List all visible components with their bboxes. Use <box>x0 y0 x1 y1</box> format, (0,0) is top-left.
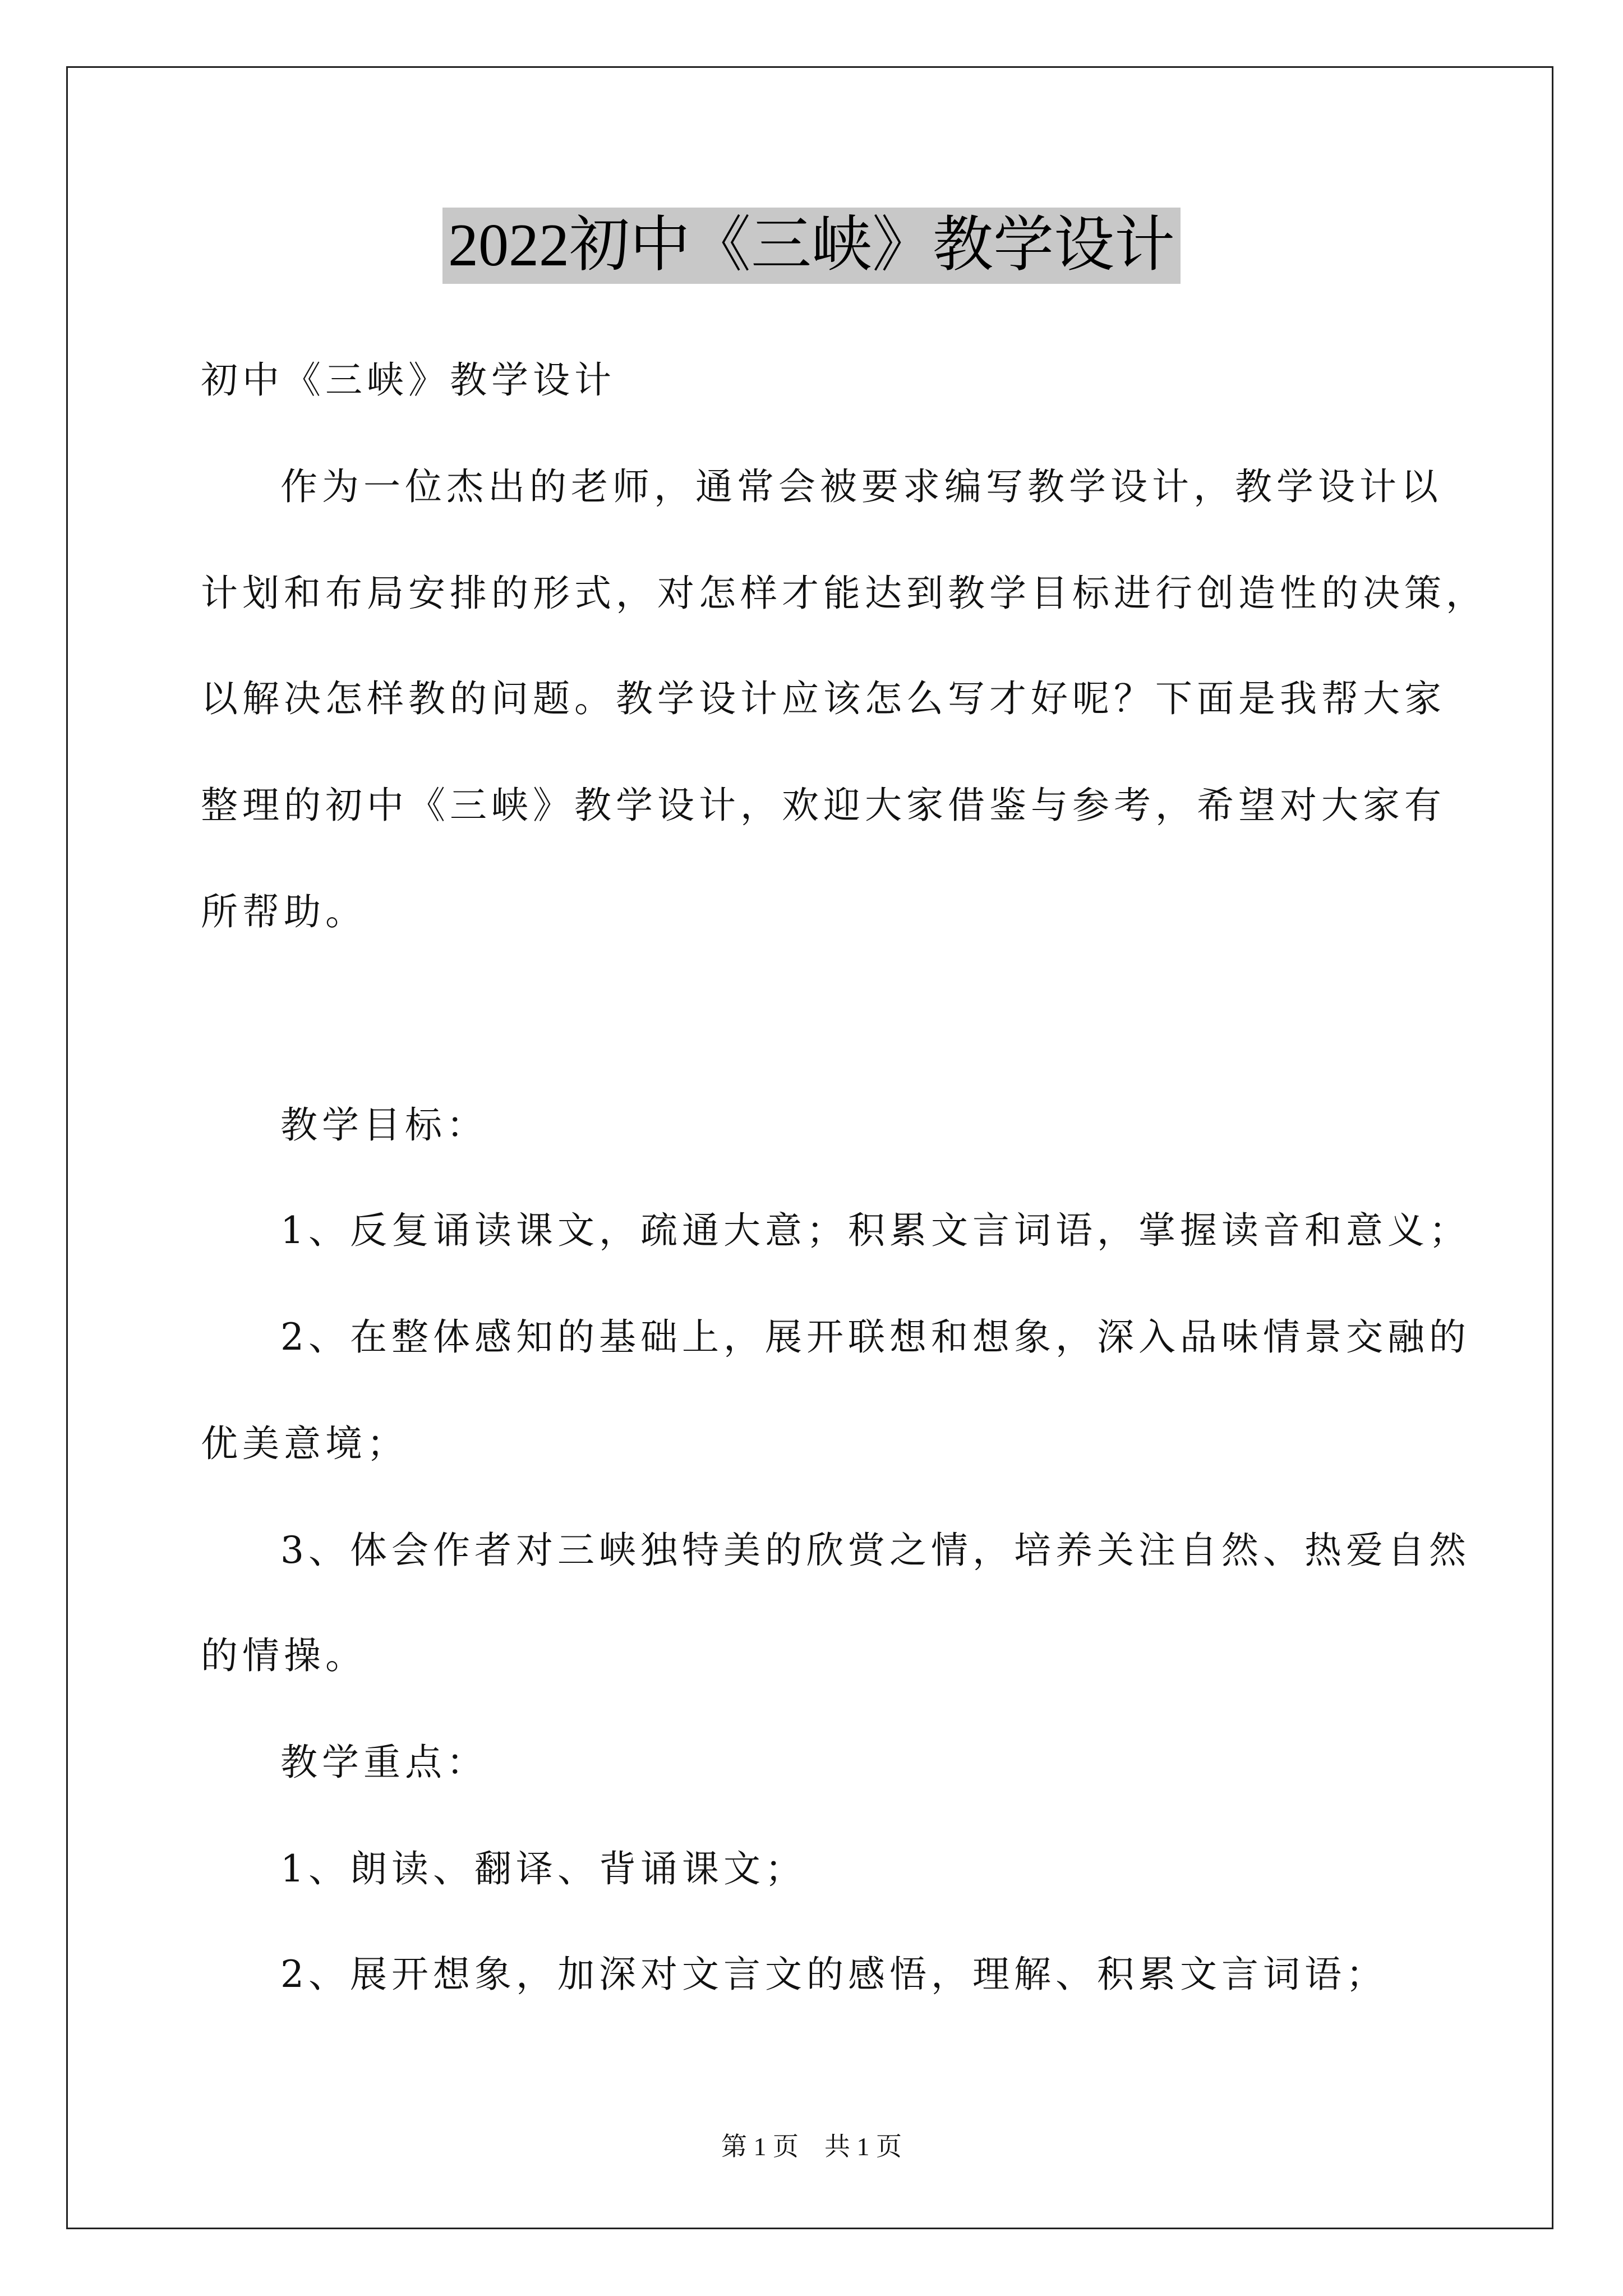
goal-item-3-cont: 的情操。 <box>201 1634 367 1677</box>
intro-line-3: 以解决怎样教的问题。教学设计应该怎么写才好呢？下面是我帮大家 <box>201 677 1446 720</box>
intro-line-2: 计划和布局安排的形式，对怎样才能达到教学目标进行创造性的决策， <box>201 572 1487 615</box>
document-subtitle: 初中《三峡》教学设计 <box>201 358 616 402</box>
goal-item-2-cont: 优美意境； <box>201 1422 408 1465</box>
intro-line-5: 所帮助。 <box>201 890 367 933</box>
intro-line-1: 作为一位杰出的老师，通常会被要求编写教学设计，教学设计以 <box>280 465 1442 508</box>
intro-line-4: 整理的初中《三峡》教学设计，欢迎大家借鉴与参考，希望对大家有 <box>201 784 1446 827</box>
focus-heading: 教学重点： <box>280 1741 488 1784</box>
focus-item-2: 2、展开想象，加深对文言文的感悟，理解、积累文言词语； <box>280 1953 1387 1996</box>
title-container <box>0 208 1623 284</box>
document-title: 2022初中《三峡》教学设计 <box>442 208 1181 284</box>
focus-item-1: 1、朗读、翻译、背诵课文； <box>280 1847 806 1890</box>
goals-heading: 教学目标： <box>280 1103 488 1147</box>
goal-item-2: 2、在整体感知的基础上，展开联想和想象，深入品味情景交融的 <box>280 1315 1470 1359</box>
page-footer: 第 1 页 共 1 页 <box>721 2132 902 2161</box>
goal-item-1: 1、反复诵读课文，疏通大意；积累文言词语，掌握读音和意义； <box>280 1209 1470 1252</box>
goal-item-3: 3、体会作者对三峡独特美的欣赏之情，培养关注自然、热爱自然 <box>280 1529 1470 1572</box>
